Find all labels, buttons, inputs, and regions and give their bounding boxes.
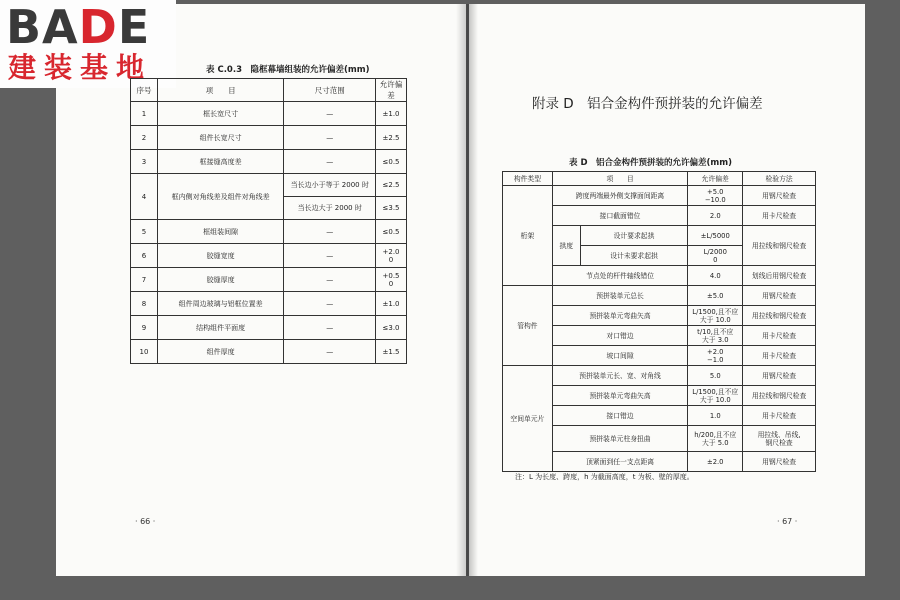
row-item: 框长宽尺寸 — [157, 102, 283, 126]
row-method: 用拉线和钢尺检查 — [743, 386, 816, 406]
row-no: 1 — [131, 102, 158, 126]
group-label: 空间单元片 — [503, 366, 553, 472]
row-tol: ≤3.5 — [376, 197, 407, 220]
row-method: 用卡尺检查 — [743, 406, 816, 426]
table-c03 — [130, 78, 407, 364]
table-row — [131, 150, 407, 174]
row-range: — — [284, 268, 376, 292]
row-method: 用卡尺检查 — [743, 326, 816, 346]
row-tol: 2.0 — [688, 206, 743, 226]
row-item: 胶缝宽度 — [157, 244, 283, 268]
row-range: — — [284, 126, 376, 150]
row-item: 坡口间隙 — [552, 346, 688, 366]
row-tol: ≤0.5 — [376, 150, 407, 174]
row-method: 用钢尺检查 — [743, 186, 816, 206]
row-item: 框内侧对角线差及组件对角线差 — [157, 174, 283, 220]
row-tol: 4.0 — [688, 266, 743, 286]
row-item: 接口截面错位 — [552, 206, 688, 226]
row-tol: +0.5 0 — [376, 268, 407, 292]
table-d-note: 注：L 为长度、跨度，h 为截面高度，t 为板、壁的厚度。 — [515, 473, 694, 481]
row-method: 用钢尺检查 — [743, 366, 816, 386]
row-tol: ±1.5 — [376, 340, 407, 364]
row-range: — — [284, 220, 376, 244]
appendix-d-heading: 附录 D 铝合金构件预拼装的允许偏差 — [532, 96, 763, 112]
row-tol: ±L/5000 — [688, 226, 743, 246]
row-method: 用拉线和钢尺检查 — [743, 226, 816, 266]
table-d-caption: 表 D 铝合金构件预拼装的允许偏差(mm) — [569, 158, 732, 168]
logo-subtitle: 建装基地 — [8, 51, 153, 84]
row-method: 用钢尺检查 — [743, 452, 816, 472]
book-spine — [456, 4, 478, 576]
table-c03-caption: 表 C.0.3 隐框幕墙组装的允许偏差(mm) — [206, 65, 370, 75]
row-item: 设计未要求起拱 — [580, 246, 688, 266]
row-range: — — [284, 316, 376, 340]
row-tol: +5.0 −10.0 — [688, 186, 743, 206]
row-method: 用拉线和钢尺检查 — [743, 306, 816, 326]
row-method: 用拉线、吊线, 钢尺检查 — [743, 426, 816, 452]
row-item: 设计要求起拱 — [580, 226, 688, 246]
row-item: 预拼装单元长、宽、对角线 — [552, 366, 688, 386]
col-method-header: 检验方法 — [743, 172, 816, 186]
row-item: 预拼装单元弯曲矢高 — [552, 386, 688, 406]
row-item: 框接缝高度差 — [157, 150, 283, 174]
row-method: 用卡尺检查 — [743, 346, 816, 366]
row-item: 框组装间隙 — [157, 220, 283, 244]
row-tol: ≤0.5 — [376, 220, 407, 244]
table-row — [131, 126, 407, 150]
row-tol: L/1500,且不应 大于 10.0 — [688, 386, 743, 406]
table-row — [131, 292, 407, 316]
row-tol: ≤2.5 — [376, 174, 407, 197]
row-item: 顶紧面到任一支点距离 — [552, 452, 688, 472]
row-item: 节点处的杆件轴线错位 — [552, 266, 688, 286]
row-item: 组件长宽尺寸 — [157, 126, 283, 150]
watermark-logo — [0, 0, 176, 88]
row-range: — — [284, 340, 376, 364]
col-item-header: 项 目 — [157, 79, 283, 102]
row-item: 组件周边玻璃与铝框位置差 — [157, 292, 283, 316]
group-label: 桁架 — [503, 186, 553, 286]
row-range: — — [284, 150, 376, 174]
table-row — [131, 268, 407, 292]
row-no: 10 — [131, 340, 158, 364]
row-tol: +2.0 0 — [376, 244, 407, 268]
row-item: 对口错边 — [552, 326, 688, 346]
row-tol: t/10,且不应 大于 3.0 — [688, 326, 743, 346]
row-range: 当长边小于等于 2000 时 — [284, 174, 376, 197]
table-header-row — [131, 79, 407, 102]
row-method: 用卡尺检查 — [743, 206, 816, 226]
table-row — [131, 220, 407, 244]
group-label: 管构件 — [503, 286, 553, 366]
row-tol: ≤3.0 — [376, 316, 407, 340]
row-tol: h/200,且不应 大于 5.0 — [688, 426, 743, 452]
row-tol: +2.0 −1.0 — [688, 346, 743, 366]
col-type-header: 构件类型 — [503, 172, 553, 186]
row-item: 预拼装单元柱身扭曲 — [552, 426, 688, 452]
row-tol: ±1.0 — [376, 102, 407, 126]
table-row — [131, 340, 407, 364]
row-tol: L/2000 0 — [688, 246, 743, 266]
row-tol: L/1500,且不应 大于 10.0 — [688, 306, 743, 326]
row-no: 7 — [131, 268, 158, 292]
row-tol: ±5.0 — [688, 286, 743, 306]
table-row — [131, 174, 407, 197]
row-no: 5 — [131, 220, 158, 244]
row-no: 2 — [131, 126, 158, 150]
col-no-header: 序号 — [131, 79, 158, 102]
row-item: 胶缝厚度 — [157, 268, 283, 292]
row-range: 当长边大于 2000 时 — [284, 197, 376, 220]
col-range-header: 尺寸范围 — [284, 79, 376, 102]
table-row — [131, 244, 407, 268]
row-method: 用钢尺检查 — [743, 286, 816, 306]
row-item: 跨度两端最外侧支撑面间距离 — [552, 186, 688, 206]
left-page-number: · 66 · — [135, 517, 156, 526]
row-item: 组件厚度 — [157, 340, 283, 364]
row-no: 4 — [131, 174, 158, 220]
col-item-header: 项 目 — [552, 172, 688, 186]
row-method: 划线后用钢尺检查 — [743, 266, 816, 286]
logo-wordmark: BADE — [6, 0, 151, 54]
row-no: 3 — [131, 150, 158, 174]
table-row — [131, 102, 407, 126]
table-row — [503, 366, 816, 386]
row-range: — — [284, 102, 376, 126]
row-range: — — [284, 244, 376, 268]
row-tol: ±2.0 — [688, 452, 743, 472]
row-tol: 1.0 — [688, 406, 743, 426]
table-row — [131, 316, 407, 340]
row-range: — — [284, 292, 376, 316]
row-no: 8 — [131, 292, 158, 316]
table-row — [503, 286, 816, 306]
table-header-row — [503, 172, 816, 186]
row-item: 预拼装单元弯曲矢高 — [552, 306, 688, 326]
table-row — [503, 186, 816, 206]
row-tol: ±1.0 — [376, 292, 407, 316]
row-no: 9 — [131, 316, 158, 340]
row-tol: ±2.5 — [376, 126, 407, 150]
row-item: 预拼装单元总长 — [552, 286, 688, 306]
row-tol: 5.0 — [688, 366, 743, 386]
col-tol-header: 允许偏差 — [376, 79, 407, 102]
arch-label: 拱度 — [552, 226, 580, 266]
row-no: 6 — [131, 244, 158, 268]
row-item: 结构组件平面度 — [157, 316, 283, 340]
table-d — [502, 171, 816, 472]
row-item: 接口错边 — [552, 406, 688, 426]
right-page-number: · 67 · — [777, 517, 798, 526]
col-tol-header: 允许偏差 — [688, 172, 743, 186]
